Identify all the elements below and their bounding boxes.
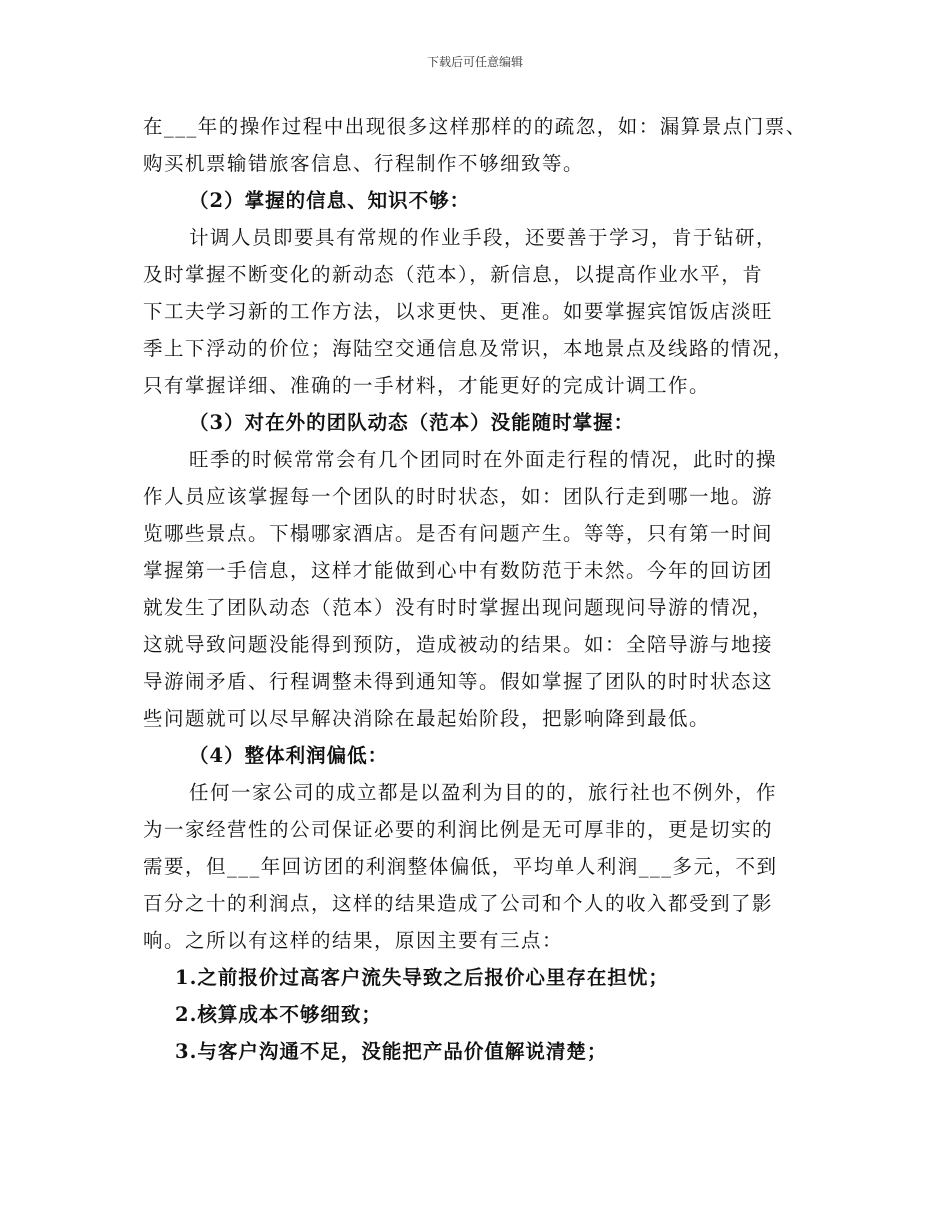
- paragraph-line: 百分之十的利润点，这样的结果造成了公司和个人的收入都受到了影: [143, 892, 774, 915]
- section-heading-4: （4）整体利润偏低：: [189, 744, 389, 767]
- paragraph-line: 为一家经营性的公司保证必要的利润比例是无可厚非的，更是切实的: [143, 818, 774, 841]
- paragraph-line: 需要，但___年回访团的利润整体偏低，平均单人利润___多元，不到: [143, 855, 778, 878]
- reason-item-1: 1.之前报价过高客户流失导致之后报价心里存在担忧；: [175, 966, 669, 989]
- paragraph-line: 下工夫学习新的工作方法，以求更快、更准。如要掌握宾馆饭店淡旺: [143, 300, 774, 323]
- reason-item-3: 3.与客户沟通不足，没能把产品价值解说清楚；: [175, 1040, 608, 1063]
- section-heading-2: （2）掌握的信息、知识不够：: [189, 189, 471, 212]
- section-3-paragraph: [143, 441, 815, 737]
- paragraph-line: 掌握第一手信息，这样才能做到心中有数防范于未然。今年的回访团: [143, 559, 774, 582]
- paragraph-line: 就发生了团队动态（范本）没有时时掌握出现问题现问导游的情况，: [143, 596, 774, 619]
- paragraph-line: 及时掌握不断变化的新动态（范本），新信息，以提高作业水平，肯: [143, 263, 764, 286]
- paragraph-line: 这就导致问题没能得到预防，造成被动的结果。如：全陪导游与地接: [143, 633, 774, 656]
- reason-item-2: 2.核算成本不够细致；: [175, 1003, 382, 1026]
- paragraph-line: 旺季的时候常常会有几个团同时在外面走行程的情况，此时的操: [189, 448, 778, 471]
- page-header: 下载后可任意编辑: [426, 55, 523, 69]
- paragraph-line: 季上下浮动的价位；海陆空交通信息及常识，本地景点及线路的情况，: [143, 337, 795, 360]
- paragraph-line: 在___年的操作过程中出现很多这样那样的的疏忽，如：漏算景点门票、: [143, 115, 807, 138]
- paragraph-line: 计调人员即要具有常规的作业手段，还要善于学习，肯于钻研，: [189, 226, 778, 249]
- paragraph-line: 响。之所以有这样的结果，原因主要有三点：: [143, 929, 564, 952]
- section-heading-3: （3）对在外的团队动态（范本）没能随时掌握：: [189, 411, 635, 434]
- paragraph-line: 作人员应该掌握每一个团队的时时状态，如：团队行走到哪一地。游: [143, 485, 774, 508]
- paragraph-line: 览哪些景点。下榻哪家酒店。是否有问题产生。等等，只有第一时间: [143, 522, 774, 545]
- paragraph-line: 购买机票输错旅客信息、行程制作不够细致等。: [143, 152, 585, 175]
- paragraph-line: 些问题就可以尽早解决消除在最起始阶段，把影响降到最低。: [143, 707, 711, 730]
- paragraph-line: 只有掌握详细、准确的一手材料，才能更好的完成计调工作。: [143, 374, 711, 397]
- document-body: [143, 108, 815, 1070]
- paragraph-line: 任何一家公司的成立都是以盈利为目的的，旅行社也不例外，作: [189, 781, 778, 804]
- section-2-paragraph: [143, 219, 815, 404]
- section-4-paragraph: [143, 774, 815, 959]
- paragraph-line: 导游闹矛盾、行程调整未得到通知等。假如掌握了团队的时时状态这: [143, 670, 774, 693]
- intro-paragraph: [143, 108, 815, 182]
